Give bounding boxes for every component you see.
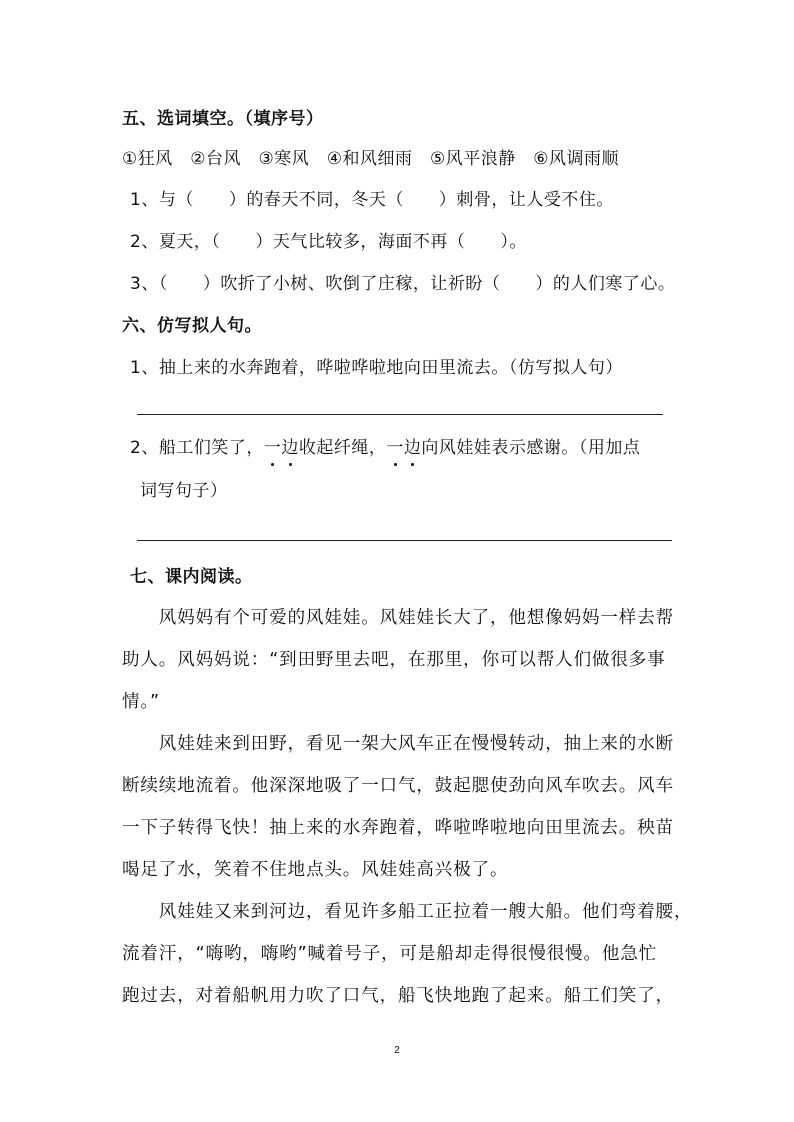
emphasis-word-2: 一边 — [386, 435, 421, 461]
section-7-title: 七、课内阅读。 — [130, 567, 253, 587]
word-options: ①狂风 ②台风 ③寒风 ④和风细雨 ⑤风平浪静 ⑥风调雨顺 — [122, 149, 619, 169]
question-6-2-prefix: 2、船工们笑了， — [130, 438, 264, 458]
section-5-title: 五、选词填空。（填序号） — [122, 109, 324, 129]
answer-line-1[interactable] — [137, 414, 663, 415]
answer-line-2[interactable] — [137, 540, 672, 541]
passage-line-7: 喝足了水，笑着不住地点头。风娃娃高兴极了。 — [122, 860, 509, 880]
passage-line-9: 流着汗，“嗨哟，嗨哟”喊着号子，可是船却走得很慢很慢。他急忙 — [122, 944, 658, 964]
emphasis-word-1: 一边 — [264, 435, 299, 461]
question-6-2-continued: 词写句子） — [140, 481, 228, 501]
passage-line-8: 风娃娃又来到河边，看见许多船工正拉着一艘大船。他们弯着腰， — [122, 902, 693, 922]
passage-line-3: 情。” — [122, 692, 161, 712]
question-6-2-suffix: 向风娃娃表示感谢。（用加点 — [421, 438, 641, 458]
passage-line-10: 跑过去，对着船帆用力吹了口气，船飞快地跑了起来。船工们笑了， — [122, 986, 674, 1006]
question-6-2-mid: 收起纤绳， — [298, 438, 387, 458]
question-5-2: 2、夏天，（ ）天气比较多，海面不再（ ）。 — [130, 232, 527, 252]
question-6-1: 1、抽上来的水奔跑着，哗啦哗啦地向田里流去。（仿写拟人句） — [130, 358, 623, 378]
question-6-2 — [130, 435, 640, 461]
passage-line-5: 断续续地流着。他深深地吸了一口气，鼓起腮使劲向风车吹去。风车 — [122, 776, 674, 796]
passage-line-1: 风妈妈有个可爱的风娃娃。风娃娃长大了，他想像妈妈一样去帮 — [122, 608, 674, 628]
passage-line-4: 风娃娃来到田野，看见一架大风车正在慢慢转动，抽上来的水断 — [122, 734, 674, 754]
question-5-1: 1、与（ ）的春天不同，冬天（ ）刺骨，让人受不住。 — [130, 190, 614, 210]
page-number: 2 — [394, 1045, 400, 1056]
section-6-title: 六、仿写拟人句。 — [122, 316, 262, 336]
passage-line-2: 助人。风妈妈说：“到田野里去吧，在那里，你可以帮人们做很多事 — [122, 650, 666, 670]
passage-line-6: 一下子转得飞快！抽上来的水奔跑着，哗啦哗啦地向田里流去。秧苗 — [122, 818, 674, 838]
question-5-3: 3、（ ）吹折了小树、吹倒了庄稼，让祈盼（ ）的人们寒了心。 — [130, 274, 676, 294]
